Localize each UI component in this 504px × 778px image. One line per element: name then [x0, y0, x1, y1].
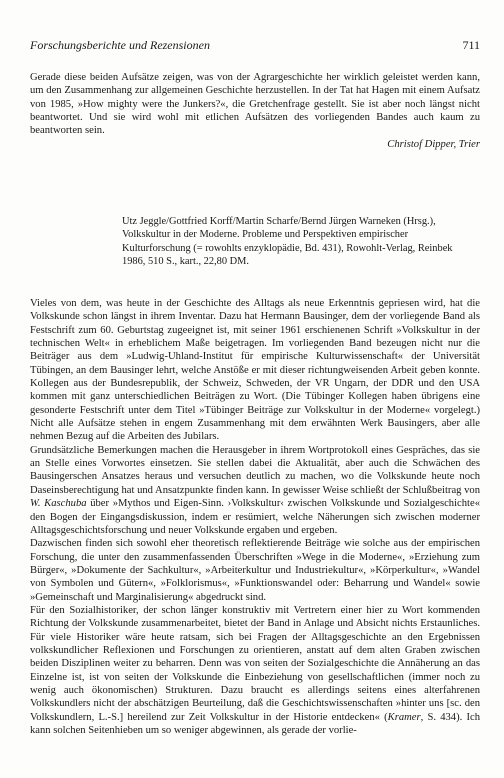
page-header: [30, 38, 480, 54]
review-paragraph-2: [30, 444, 480, 537]
citation-text: Utz Jeggle/Gottfried Korff/Martin Scharfe/Bernd Jürgen Warneken (Hrsg.), Volkskultur in der Moderne. Probleme und Perspektiven empirischer Kulturforschung (= rowohlts enzyklopädie, Bd. 431), Rowohlt-Verlag, Reinbek 1986, 510 S., kart., 22,80 DM.: [122, 216, 453, 267]
reviewer-signature: Christof Dipper, Trier: [387, 138, 480, 150]
review-paragraph-1: Vieles von dem, was heute in der Geschichte des Alltags als neue Erkenntnis gepriesen wird, hat die Volkskunde schon längst in ihrem Inventar. Dazu hat Hermann Bausinger, dem der vorliegende Band als Festschrift zum 60. Geburtstag zugeeignet ist, mit seiner 1961 erschienenen Schrift »Volkskultur in der technischen Welt« in erheblichem Maße beigetragen. Im vorliegenden Band bezeugen nicht nur die Beiträger aus dem »Ludwig-Uhland-Institut für empirische Kulturwissenschaft« der Universität Tübingen, an dem Bausinger lehrt, welche Anstöße er mit dieser richtungweisenden Arbeit geben konnte. Kollegen aus der Bundesrepublik, der Schweiz, Schweden, der VR Ungarn, der DDR und den USA kommen mit ganz unterschiedlichen Beiträgen zu Wort. (Die Tübinger Kollegen haben übrigens eine gesonderte Festschrift unter dem Titel »Tübinger Beiträge zur Volkskultur in der Moderne« vorgelegt.) Nicht alle Aufsätze stehen in engem Zusammenhang mit dem erwähnten Werk Bausingers, aber alle nehmen Bezug auf die Arbeiten des Jubilars.: [30, 298, 480, 443]
page-number: 711: [462, 38, 480, 52]
author-kramer: Kramer: [387, 711, 421, 723]
review-paragraph-3: Dazwischen finden sich sowohl eher theoretisch reflektierende Beiträge wie solche aus der empirischen Forschung, die unter den zusammenfassenden Überschriften »Wege in die Moderne«, »Erziehung zum Bürger«, »Dokumente der Sachkultur«, »Arbeiterkultur und Industriekultur«, »Körperkultur«, »Wandel von Symbolen und Gütern«, »Folklorismus«, »Funktionswandel oder: Beharrung und Wandel« sowie »Gemeinschaft und Marginalisierung« abgedruckt sind.: [30, 538, 480, 603]
paragraph-2-text: Grundsätzliche Bemerkungen machen die Herausgeber in ihrem Wortprotokoll eines Gespräches, das sie an Stelle eines Vorwortes einsetzen. Sie stellen dabei die Aktualität, aber auch die Schwächen des Bausingerschen Ansatzes heraus und versuchen deutlich zu machen, wo die Volkskunde heute noch Daseinsberechtigung hat und Ansatzpunkte finden kann. In gewisser Weise schließt der Schlußbeitrag von: [30, 444, 480, 496]
paragraph-4-text-cont: , S. 434). Ich kann solchen Seitenhieben um so weniger abgewinnen, als gerade der vorlie-: [30, 711, 480, 736]
author-kaschuba: W. Kaschuba: [30, 498, 87, 510]
previous-review-ending: [30, 71, 480, 151]
review-paragraph-4: [30, 604, 480, 737]
previous-review-paragraph: Gerade diese beiden Aufsätze zeigen, was von der Agrargeschichte her wirklich geleistet werden kann, um den Zusammenhang zur allgemeinen Geschichte herzustellen. In der Tat hat Hagen mit einem Aufsatz von 1985, »How mighty were the Junkers?«, die Gretchenfrage gestellt. Sie ist aber noch längst nicht beantwortet. Und sie wird wohl mit etlichen Aufsätzen des vorliegenden Bandes auch kaum zu beantworten sein.: [30, 72, 480, 137]
book-citation: [122, 215, 478, 268]
running-title: Forschungsberichte und Rezensionen: [30, 38, 210, 52]
paragraph-4-text: Für den Sozialhistoriker, der schon länger konstruktiv mit Vertretern einer hier zu Wort kommenden Richtung der Volkskunde zusammenarbeitet, bietet der Band in Anlage und Absicht nichts Erstaunliches. Für viele Historiker wäre heute ratsam, sich bei Fragen der Alltagsgeschichte an den Ergebnissen volkskundlicher Reflexionen und Forschungen zu orientieren, anstatt auf dem alten Graben zwischen beiden Disziplinen weiter zu beharren. Denn was von seiten der Sozialgeschichte die Annäherung an das Einzelne ist, ist von seiten der Volkskunde die Einbeziehung von gesellschaftlichen (immer noch zu wenig auch ökonomischen) Strukturen. Dazu braucht es allerdings seitens eines alterfahrenen Volkskundlers nicht der abschätzigen Beurteilung, daß die Geschichtswissenschaften »hinter uns [sc. den Volkskundlern, L.-S.] hereilend zur Zeit Volkskultur in der Historie entdecken« (: [30, 604, 480, 723]
review-body: [30, 297, 480, 737]
paragraph-2-text-cont: über »Mythos und Eigen-Sinn. ›Volkskultur‹ zwischen Volkskunde und Sozialgeschichte« den Bogen der Eingangsdiskussion, indem er resümiert, welche Näherungen sich zwischen moderner Alltagsgeschichtsforschung und neuer Volkskunde ergaben und ergeben.: [30, 498, 480, 536]
